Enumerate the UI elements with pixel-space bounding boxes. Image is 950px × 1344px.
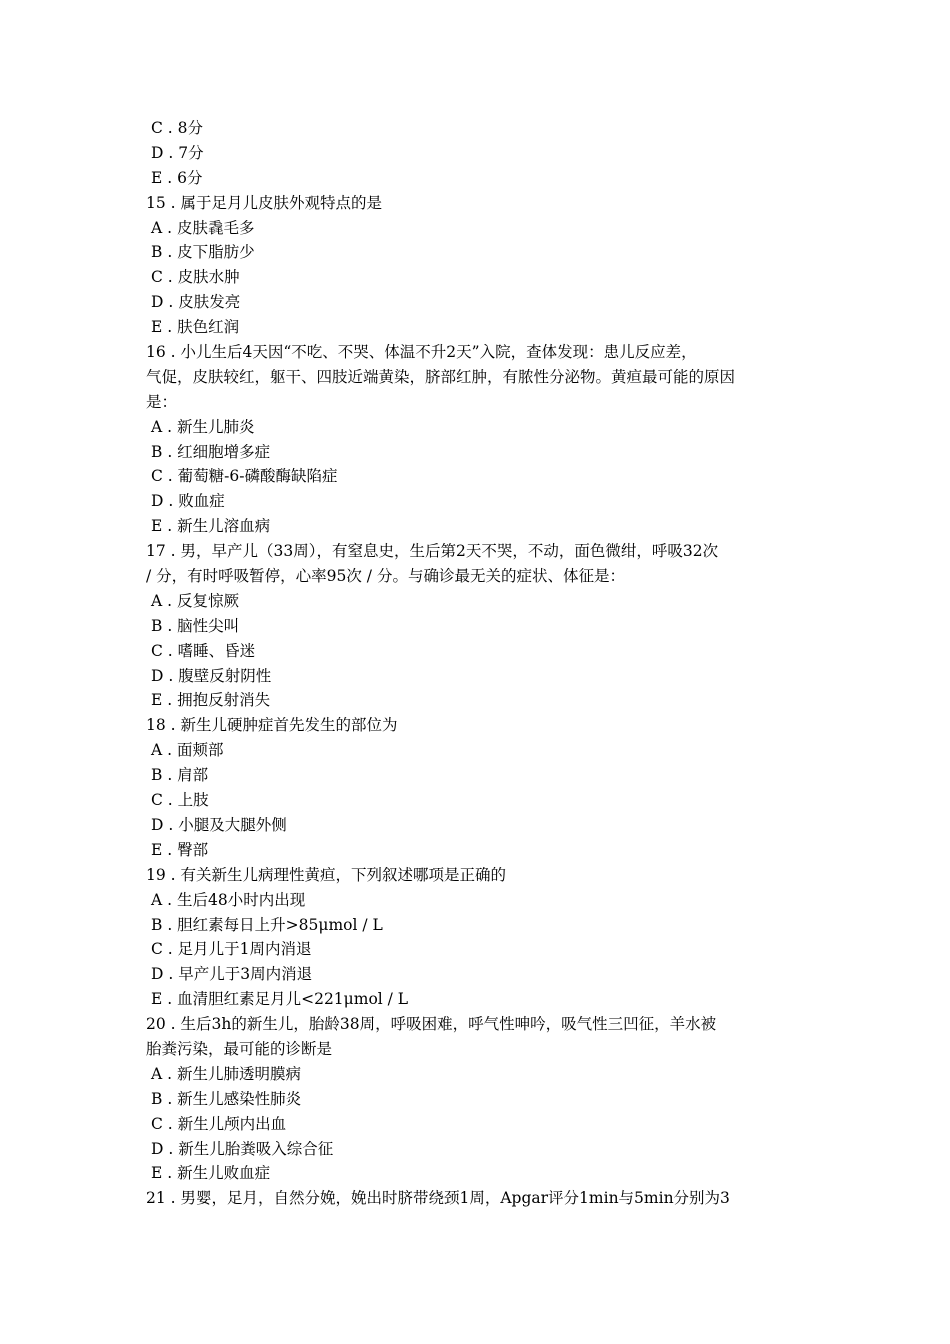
option-line: B . 红细胞增多症 (151, 442, 271, 461)
question-line: 20 . 生后3h的新生儿，胎龄38周，呼吸困难，呼气性呻吟，吸气性三凹征，羊水被 (146, 1015, 717, 1034)
option-line: D . 败血症 (151, 492, 225, 511)
question-line: 是： (146, 392, 178, 411)
option-line: B . 胆红素每日上升>85μmol / L (151, 915, 383, 934)
question-line: / 分，有时呼吸暂停，心率95次 / 分。与确诊最无关的症状、体征是： (146, 567, 625, 586)
option-line: C . 新生儿颅内出血 (151, 1114, 287, 1133)
option-line: D . 7分 (151, 143, 204, 162)
question-line: 胎粪污染，最可能的诊断是 (146, 1039, 333, 1058)
option-line: A . 新生儿肺炎 (151, 417, 255, 436)
option-line: C . 8分 (151, 119, 204, 137)
option-line: E . 6分 (151, 168, 203, 187)
option-line: D . 早产儿于3周内消退 (151, 965, 313, 984)
option-line: D . 腹壁反射阴性 (151, 666, 272, 685)
option-line: E . 新生儿溶血病 (151, 517, 271, 536)
option-line: E . 新生儿败血症 (151, 1164, 271, 1183)
option-line: A . 反复惊厥 (151, 591, 239, 610)
option-line: C . 足月儿于1周内消退 (151, 940, 312, 959)
option-line: C . 嗜睡、昏迷 (151, 641, 256, 660)
option-line: B . 皮下脂肪少 (151, 243, 255, 262)
question-line: 气促，皮肤较红，躯干、四肢近端黄染，脐部红肿，有脓性分泌物。黄疸最可能的原因 (146, 367, 736, 386)
option-line: E . 臀部 (151, 840, 209, 859)
option-line: E . 拥抱反射消失 (151, 691, 271, 710)
option-line: B . 脑性尖叫 (151, 616, 240, 635)
option-line: B . 新生儿感染性肺炎 (151, 1089, 302, 1108)
question-line: 16 . 小儿生后4天因“不吃、不哭、体温不升2天”入院，查体发现：患儿反应差， (146, 343, 697, 362)
option-line: B . 肩部 (151, 766, 209, 785)
document-page (146, 116, 812, 1211)
option-line: A . 皮肤毳毛多 (151, 218, 255, 237)
option-line: E . 血清胆红素足月儿<221μmol / L (151, 990, 409, 1009)
question-line: 18 . 新生儿硬肿症首先发生的部位为 (146, 716, 398, 735)
option-line: A . 面颊部 (151, 741, 224, 760)
option-line: A . 生后48小时内出现 (151, 890, 306, 909)
question-line: 19 . 有关新生儿病理性黄疸，下列叙述哪项是正确的 (146, 865, 507, 884)
option-line: A . 新生儿肺透明膜病 (151, 1064, 301, 1083)
option-line: D . 小腿及大腿外侧 (151, 815, 287, 834)
option-line: C . 皮肤水肿 (151, 268, 240, 287)
question-line: 17 . 男，早产儿（33周），有窒息史，生后第2天不哭，不动，面色微绀，呼吸32次 (146, 542, 719, 561)
option-line: E . 肤色红润 (151, 318, 240, 337)
question-line: 21 . 男婴，足月，自然分娩，娩出时脐带绕颈1周，Apgar评分1min与5min分别为3 (146, 1189, 730, 1208)
option-line: C . 上肢 (151, 791, 209, 810)
option-line: D . 皮肤发亮 (151, 293, 241, 312)
option-line: C . 葡萄糖-6-磷酸酶缺陷症 (151, 467, 338, 486)
question-line: 15 . 属于足月儿皮肤外观特点的是 (146, 193, 383, 212)
option-line: D . 新生儿胎粪吸入综合征 (151, 1139, 334, 1158)
